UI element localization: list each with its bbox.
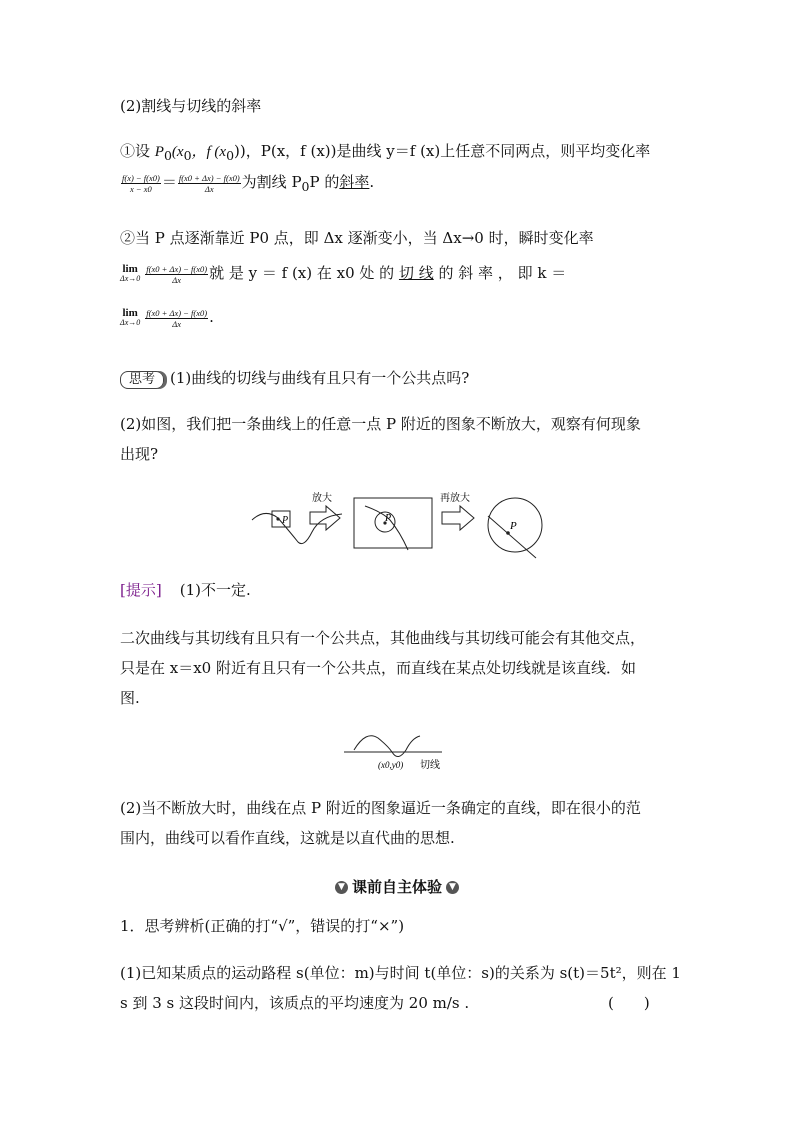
zoom-figure xyxy=(240,488,560,568)
item1-text-d: ))， xyxy=(234,142,261,160)
zoom-curve-small xyxy=(252,513,342,543)
exercise1-line2-text: s 到 3 s 这段时间内，该质点的平均速度为 20 m/s . xyxy=(120,994,470,1012)
item2-text-b: 的 斜 率 ， 即 k ＝ xyxy=(433,264,567,282)
exercise1-line1: (1)已知某质点的运动路程 s(单位：m)与时间 t(单位：s)的关系为 s(t)＝5t²，则在 1 xyxy=(120,964,681,982)
derivative-fraction-1 xyxy=(145,264,208,285)
hint-tag: [提示] xyxy=(120,581,162,599)
equals-sign: ＝ xyxy=(161,173,177,191)
label-zoom-again: 再放大 xyxy=(440,493,470,504)
item1-text-a: ①设 xyxy=(120,142,155,160)
label-zoom: 放大 xyxy=(312,493,332,504)
lim-sub-2: Δx→0 xyxy=(120,318,141,327)
item2-line2 xyxy=(120,263,566,285)
exercise1-title: 1．思考辨析(正确的打“√”，错误的打“×”) xyxy=(120,917,405,935)
item1-text-b: (x xyxy=(171,144,184,160)
zoom-point-small xyxy=(276,517,279,520)
think-line xyxy=(120,368,469,389)
think-q2-line1: (2)如图，我们把一条曲线上的任意一点 P 附近的图象不断放大，观察有何现象 xyxy=(120,415,641,433)
exercise1-line2 xyxy=(120,993,660,1013)
think-q2-line2: 出现? xyxy=(120,445,159,463)
tangent-term: 切 线 xyxy=(398,264,434,282)
think-q1: (1)曲线的切线与曲线有且只有一个公共点吗? xyxy=(170,369,470,387)
slope-term: 斜率 xyxy=(339,173,370,191)
section-title xyxy=(0,876,794,897)
zoom-arrow-2 xyxy=(442,506,474,530)
avg-rate-fraction-1 xyxy=(121,173,161,194)
item2-end: . xyxy=(209,308,214,326)
dfrac2-numerator: f(x0 + Δx) − f(x0) xyxy=(146,307,208,318)
chevron-down-icon: ▼ xyxy=(335,881,348,894)
item1-p0: P xyxy=(154,144,164,160)
zoom-label-large: P xyxy=(510,520,517,532)
para-line2: 只是在 x＝x0 附近有且只有一个公共点，而直线在某点处切线就是该直线．如 xyxy=(120,659,637,677)
hint-line xyxy=(120,580,251,600)
frac2-numerator: f(x0 + Δx) − f(x0) xyxy=(178,172,240,183)
limit-symbol-2 xyxy=(120,308,140,328)
tangent-label: 切线 xyxy=(420,760,440,771)
lim-word-2: lim xyxy=(122,307,138,319)
frac2-denominator: Δx xyxy=(204,183,214,194)
chevron-down-icon: ▼ xyxy=(446,881,459,894)
frac1-denominator: x − x0 xyxy=(130,183,152,194)
avg-rate-fraction-2 xyxy=(178,173,241,194)
zoom-label-medium: P xyxy=(385,513,392,524)
item2-line3 xyxy=(120,307,214,329)
item2-line1: ②当 P 点逐渐靠近 P0 点，即 Δx 逐渐变小，当 Δx→0 时，瞬时变化率 xyxy=(120,229,594,247)
dfrac1-numerator: f(x0 + Δx) − f(x0) xyxy=(146,263,208,274)
item1-sub3: 0 xyxy=(301,179,310,194)
answer2-line2: 围内，曲线可以看作直线，这就是以直代曲的思想. xyxy=(120,829,455,847)
item2-text-a: 就 是 y ＝ f (x) 在 x0 处 的 xyxy=(209,264,399,282)
dfrac2-denominator: Δx xyxy=(172,318,182,329)
zoom-label-small: P xyxy=(282,515,289,526)
frac1-numerator: f(x) − f(x0) xyxy=(122,172,160,183)
answer-paren: ( ) xyxy=(608,994,650,1012)
tangent-figure xyxy=(340,728,450,774)
hint-answer-1: (1)不一定. xyxy=(179,581,251,599)
point-label: (x0,y0) xyxy=(378,760,404,770)
zoom-arrow-1 xyxy=(310,506,340,530)
answer2-line1: (2)当不断放大时，曲线在点 P 附近的图象逼近一条确定的直线，即在很小的范 xyxy=(120,799,641,817)
section-heading: (2)割线与切线的斜率 xyxy=(120,97,262,115)
item1-sub2: 0 xyxy=(226,148,235,163)
cubic-curve xyxy=(354,736,420,757)
item1-sub0: 0 xyxy=(163,148,172,163)
para-line1: 二次曲线与其切线有且只有一个公共点，其他曲线与其切线可能会有其他交点， xyxy=(120,629,646,647)
item1-text-c: ，f (x xyxy=(191,144,227,160)
derivative-fraction-2 xyxy=(145,308,208,329)
section-title-text: 课前自主体验 xyxy=(351,878,442,896)
dfrac1-denominator: Δx xyxy=(172,274,182,285)
item1-line2 xyxy=(120,172,374,197)
item1-text-h: . xyxy=(369,173,375,191)
item1-text-g: P 的 xyxy=(309,173,340,191)
lim-sub-1: Δx→0 xyxy=(120,274,141,283)
item1-text-e: P(x，f (x))是曲线 y＝f (x)上任意不同两点，则平均变化率 xyxy=(260,142,651,160)
limit-symbol-1 xyxy=(120,264,140,284)
think-badge: 思考 xyxy=(120,371,164,389)
lim-word-1: lim xyxy=(122,263,138,275)
item1-sub1: 0 xyxy=(183,148,192,163)
para-line3: 图. xyxy=(120,689,140,707)
item1-line1 xyxy=(120,141,650,166)
item1-text-f: 为割线 P xyxy=(241,173,302,191)
